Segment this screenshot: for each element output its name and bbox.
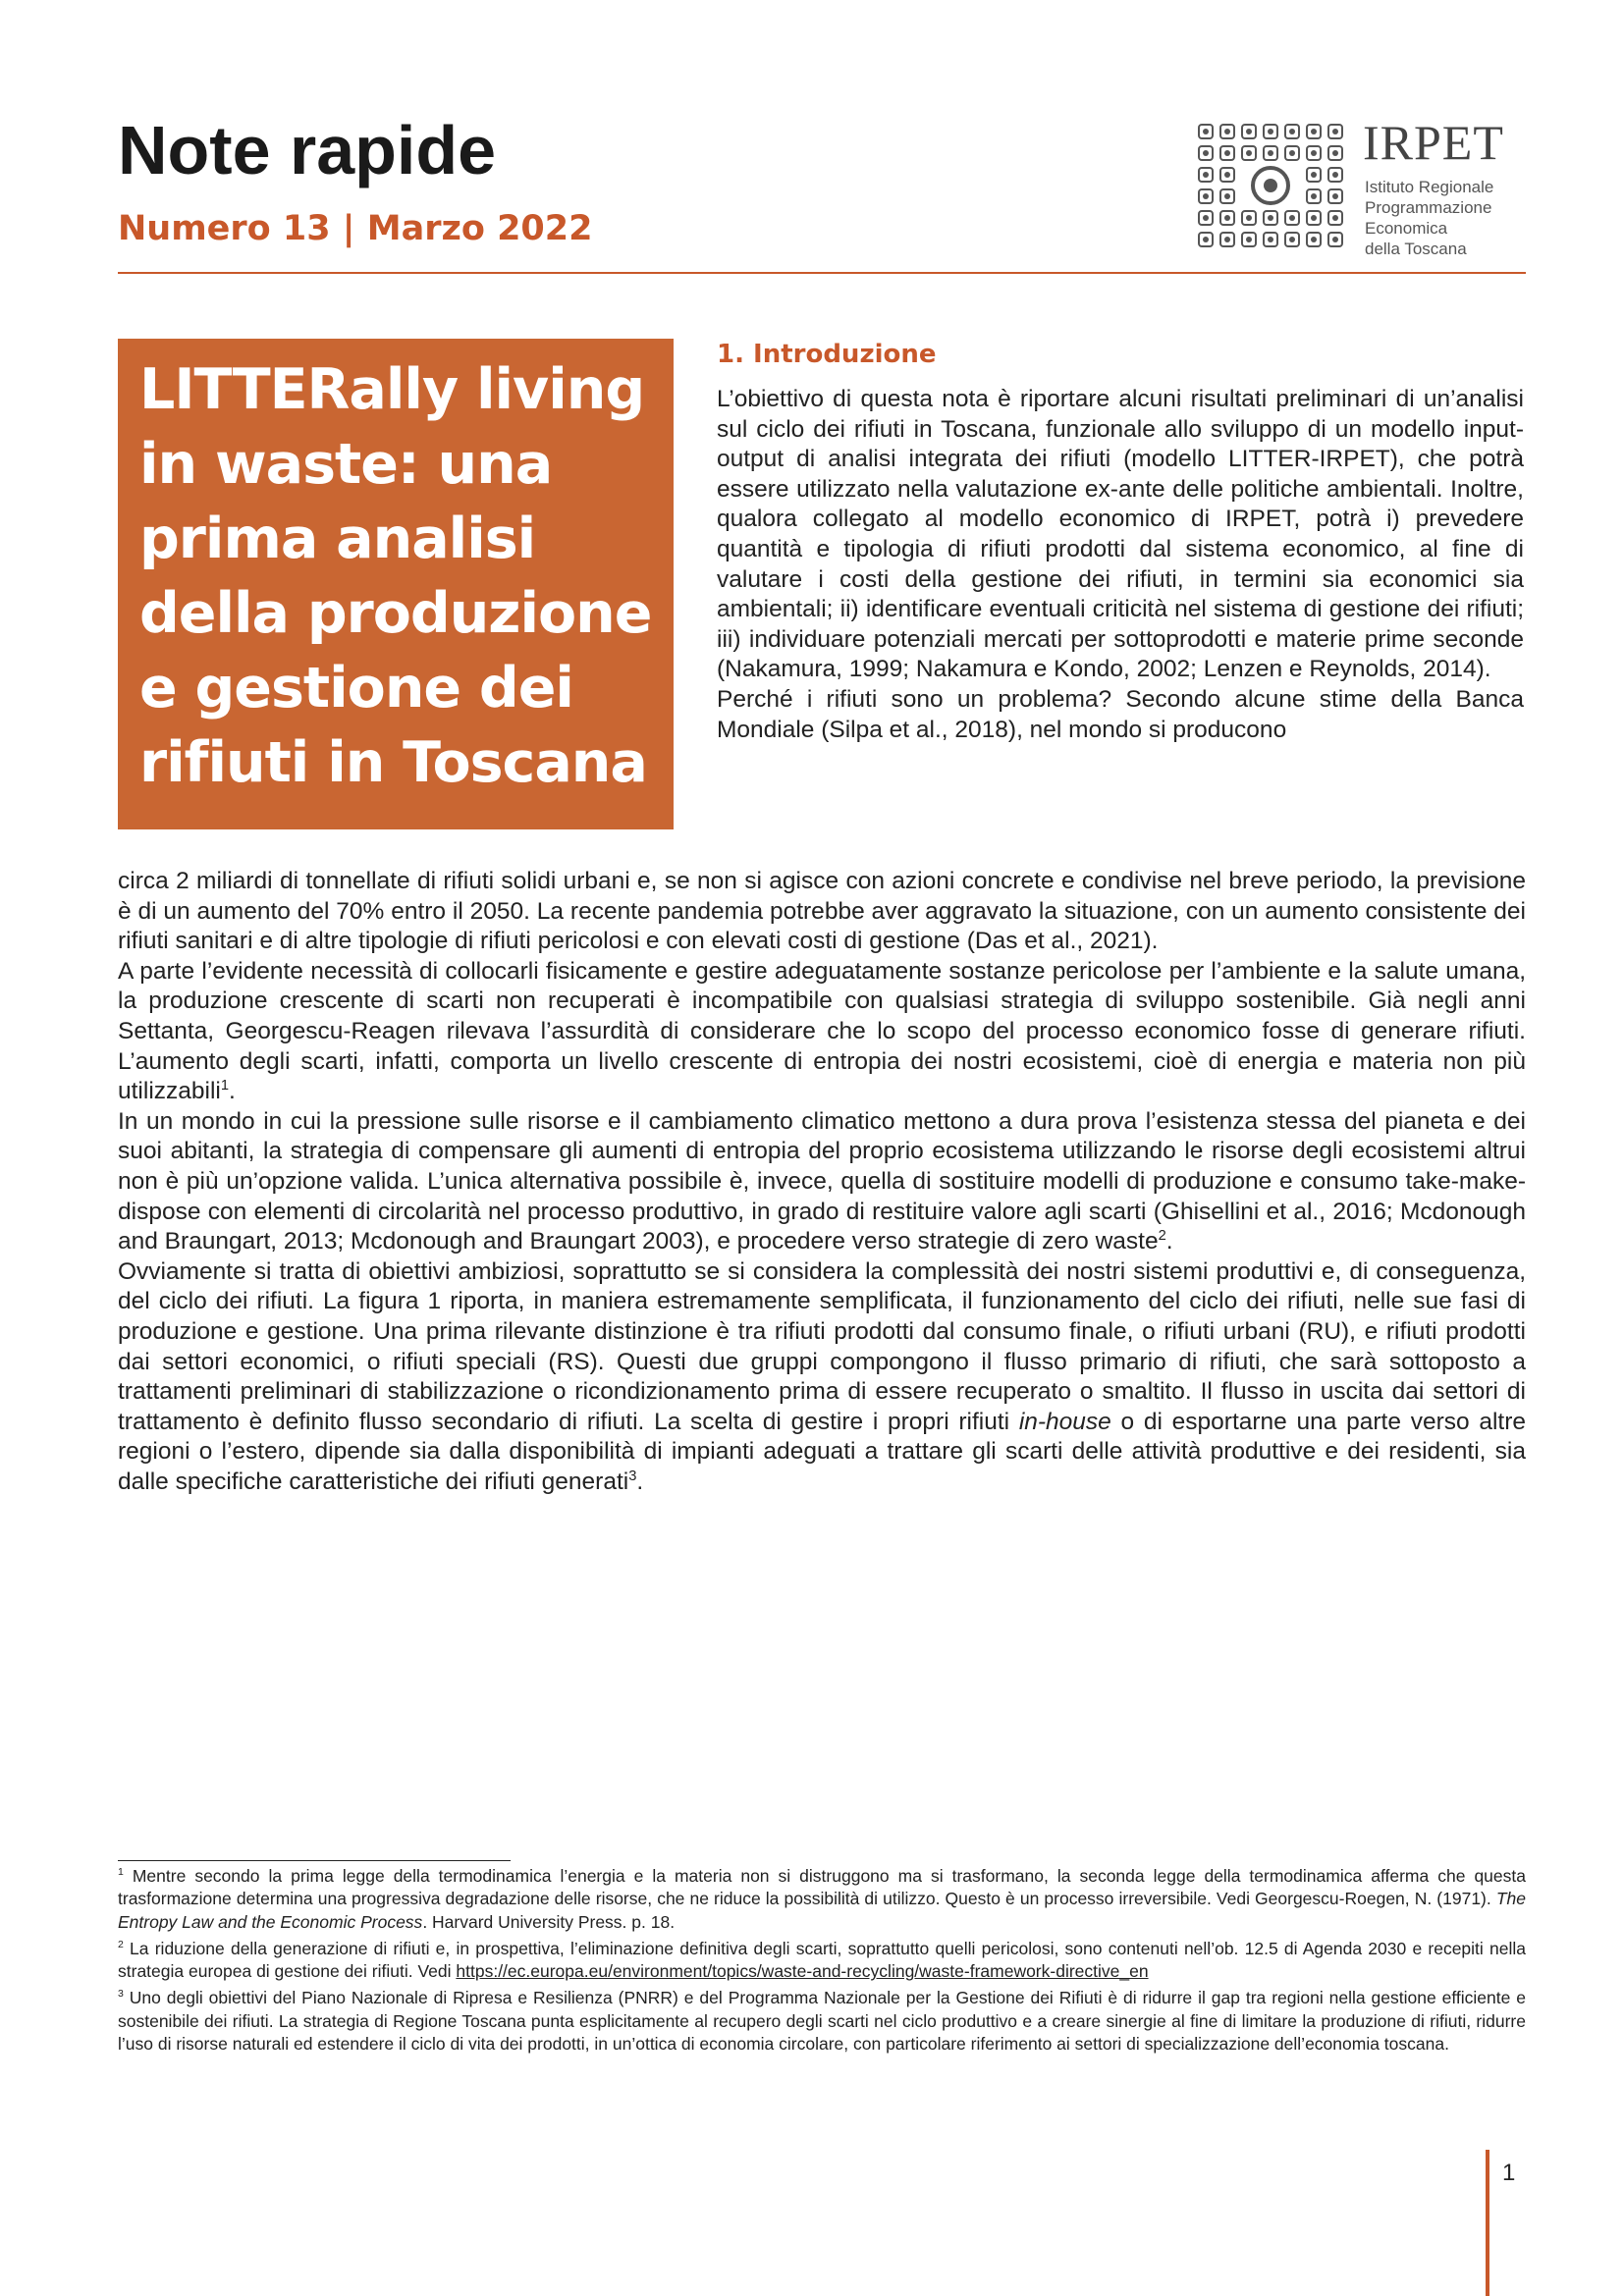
footnote-text: Uno degli obiettivi del Piano Nazionale di Ripresa e Resilienza (PNRR) e del Programma Nazionale per la Gestione dei Rifiuti è di ridurre il gap tra regioni nella gestione efficiente e sostenibile dei rifiuti. La strategia di Regione Toscana punta esplicitamente al recupero degli scarti nel ciclo produttivo e a creare sinergie al fine di limitare la produzione di rifiuti, ridurre l’uso di risorse naturali ed estendere il ciclo di vita dei prodotti, in un’ottica di economia circolare, con particolare riferimento ai settori di specializzazione dell’economia toscana. — [118, 1988, 1526, 2055]
irpet-emblem-icon — [1196, 122, 1353, 251]
footnote-ref[interactable]: 1 — [220, 1078, 230, 1094]
footnote-number: 2 — [118, 1939, 124, 1951]
logo-name: IRPET — [1363, 115, 1504, 170]
footnote-ref[interactable]: 3 — [628, 1468, 637, 1484]
paragraph-text: o di esportarne una parte verso altre regioni o l’estero, dipende sia dalla disponibilità di impianti adeguati a trattare gli scarti delle attività produttive e dei residenti, sia dalle specifiche caratteristiche dei rifiuti generati — [118, 1408, 1526, 1495]
footnote-number: 1 — [118, 1866, 124, 1879]
paragraph — [118, 1107, 1526, 1257]
paragraph: Perché i rifiuti sono un problema? Secondo alcune stime della Banca Mondiale (Silpa et al., 2018), nel mondo si producono — [717, 685, 1524, 743]
emphasis: in-house — [1018, 1408, 1111, 1435]
paragraph: circa 2 miliardi di tonnellate di rifiuti solidi urbani e, se non si agisce con azioni concrete e condivise nel breve periodo, la previsione è di un aumento del 70% entro il 2050. La recente pandemia potrebbe aver aggravato la situazione, con un aumento consistente dei rifiuti sanitari e di altre tipologie di rifiuti pericolosi e con elevati costi di gestione (Das et al., 2021). — [118, 868, 1526, 955]
paragraph-text: In un mondo in cui la pressione sulle risorse e il cambiamento climatico mettono a dura prova l’esistenza stessa del pianeta e dei suoi abitanti, la strategia di compensare gli aumenti di entropia del proprio ecosistema utilizzando le risorse degli ecosistemi altrui non è più un’opzione valida. L’unica alternativa possibile è, invece, quella di sostituire modelli di produzione e consumo take-make-dispose con elementi di circolarità nel processo produttivo, in grado di restituire valore agli scarti (Ghisellini et al., 2016; Mcdonough and Braungart, 2013; Mcdonough and Braungart 2003), e procedere verso strategie di zero waste — [118, 1107, 1526, 1255]
footnote-text: Mentre secondo la prima legge della termodinamica l’energia e la materia non si distruggono ma si trasformano, la seconda legge della termodinamica afferma che questa trasformazione determina una progressiva degradazione delle risorse, che ne riduce la possibilità di utilizzo. Questo è un processo irreversibile. Vedi Georgescu-Roegen, N. (1971). — [118, 1866, 1526, 1909]
logo-subtitle-line: Programmazione — [1365, 198, 1492, 217]
footnote-2 — [118, 1938, 1526, 1984]
logo-subtitle — [1365, 177, 1493, 259]
punctuation: . — [636, 1468, 644, 1495]
header-divider — [118, 272, 1526, 274]
punctuation: . — [1165, 1228, 1173, 1255]
footnotes — [118, 1865, 1526, 2059]
logo-subtitle-line: Istituto Regionale — [1365, 178, 1494, 196]
book-title: The Entropy Law and the Economic Process — [118, 1889, 1526, 1932]
article-title-box — [118, 339, 674, 829]
paragraph — [118, 1257, 1526, 1498]
page-number-bar — [1486, 2150, 1489, 2296]
footnote-link[interactable]: https://ec.europa.eu/environment/topics/waste-and-recycling/waste-framework-directive_en — [456, 1961, 1149, 1982]
body-text — [118, 867, 1526, 1497]
logo-subtitle-line: della Toscana — [1365, 240, 1467, 258]
page-number: 1 — [1502, 2160, 1516, 2186]
footnote-text: . Harvard University Press. p. 18. — [422, 1911, 676, 1932]
footnote-ref[interactable]: 2 — [1158, 1227, 1166, 1244]
footnote-1 — [118, 1865, 1526, 1934]
footnote-3 — [118, 1987, 1526, 2056]
section-heading: 1. Introduzione — [717, 340, 937, 369]
logo-subtitle-line: Economica — [1365, 219, 1448, 238]
punctuation: . — [229, 1078, 236, 1105]
irpet-logo — [1196, 115, 1530, 258]
footnote-divider — [118, 1860, 511, 1861]
page-title: Note rapide — [118, 112, 497, 188]
article-title: LITTERally living in waste: una prima analisi della produzione e gestione dei rifiuti in Toscana — [139, 357, 652, 795]
paragraph: L’obiettivo di questa nota è riportare alcuni risultati preliminari di un’analisi sul ciclo dei rifiuti in Toscana, funzionale allo sviluppo di un modello input-output di analisi integrata dei rifiuti (modello LITTER-IRPET), che potrà essere utilizzato nella valutazione ex-ante delle politiche ambientali. Inoltre, qualora collegato al modello economico di IRPET, potrà i) prevedere quantità e tipologia di rifiuti prodotti dal sistema economico, al fine di valutare i costi della gestione dei rifiuti, in termini sia economici sia ambientali; ii) identificare eventuali criticità nel sistema di gestione dei rifiuti; iii) individuare potenziali mercati per sottoprodotti e materie prime seconde (Nakamura, 1999; Nakamura e Kondo, 2002; Lenzen e Reynolds, 2014). — [717, 386, 1524, 683]
paragraph — [118, 957, 1526, 1107]
paragraph-text: Ovviamente si tratta di obiettivi ambiziosi, soprattutto se si considera la complessità dei nostri sistemi produttivi e, di conseguenza, del ciclo dei rifiuti. La figura 1 riporta, in maniera estremamente semplificata, il funzionamento del ciclo dei rifiuti, nelle sue fasi di produzione e gestione. Una prima rilevante distinzione è tra rifiuti prodotti dal consumo finale, o rifiuti urbani (RU), e rifiuti prodotti dai settori economici, o rifiuti speciali (RS). Questi due gruppi compongono il flusso primario di rifiuti, che sarà sottoposto a trattamenti preliminari di stabilizzazione o ricondizionamento prima di essere recuperato o smaltito. Il flusso in uscita dai settori di trattamento è definito flusso secondario di rifiuti. La scelta di gestire i propri rifiuti — [118, 1257, 1526, 1435]
paragraph-text: A parte l’evidente necessità di collocarli fisicamente e gestire adeguatamente sostanze pericolose per l’ambiente e la salute umana, la produzione crescente di scarti non recuperati è incompatibile con qualsiasi strategia di sviluppo sostenibile. Già negli anni Settanta, Georgescu-Reagen rilevava l’assurdità di considerare che lo scopo del processo economico fosse di generare rifiuti. L’aumento degli scarti, infatti, comporta un livello crescente di entropia dei nostri ecosistemi, cioè di energia e materia non più utilizzabili — [118, 957, 1526, 1105]
intro-column-text — [717, 385, 1524, 745]
issue-line: Numero 13 | Marzo 2022 — [118, 209, 593, 248]
footnote-text: La riduzione della generazione di rifiuti e, in prospettiva, l’eliminazione definitiva degli scarti, soprattutto quelli pericolosi, sono contenuti nell’ob. 12.5 di Agenda 2030 e recepiti nella strategia europea di gestione dei rifiuti. Vedi — [118, 1938, 1526, 1982]
footnote-number: 3 — [118, 1988, 124, 2001]
